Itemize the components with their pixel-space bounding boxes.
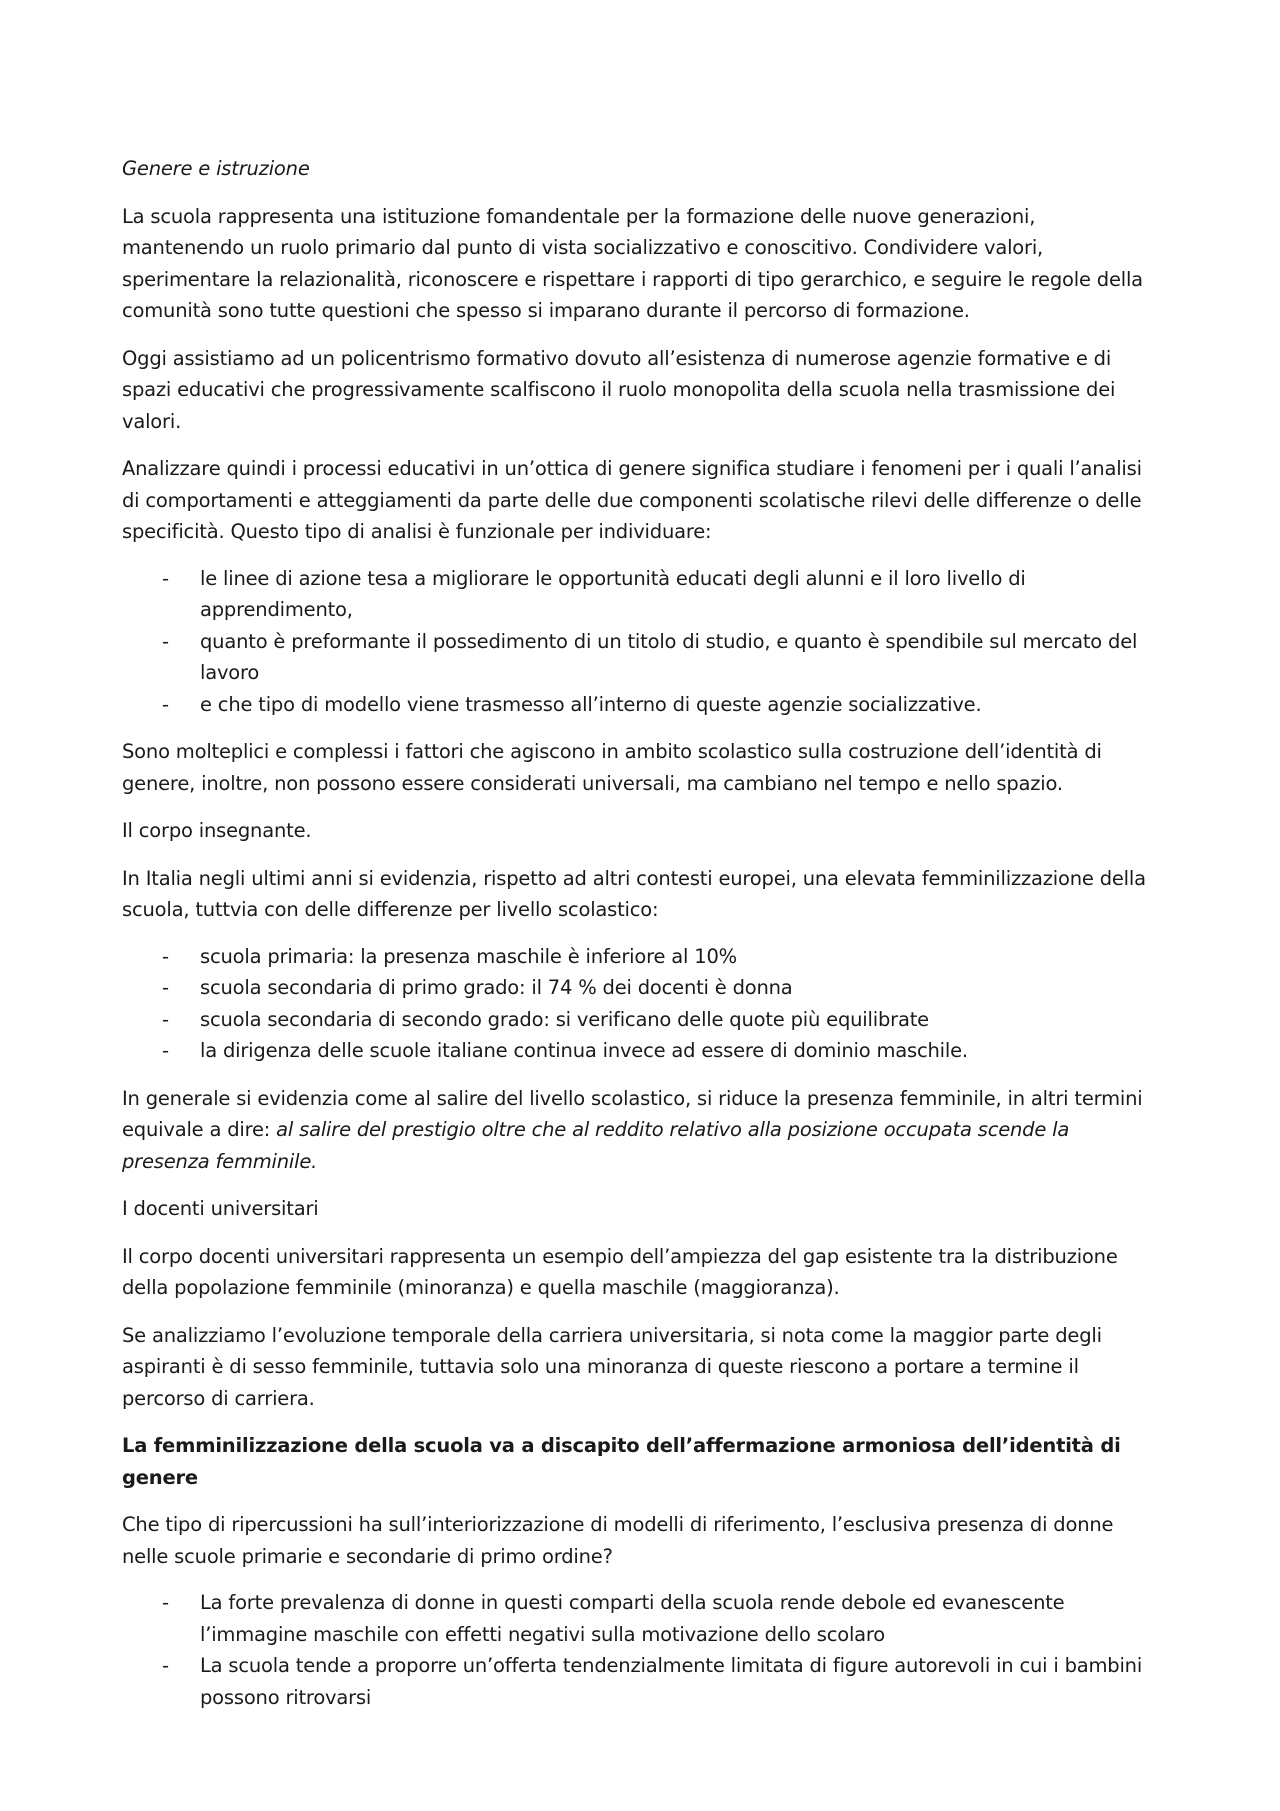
list-item: - e che tipo di modello viene trasmesso all’interno di queste agenzie socializzative. <box>122 689 1162 721</box>
paragraph-generale-text: In generale si evidenzia come al salire del livello scolastico, si riduce la presenza femminile, in altri termini equivale a dire: <box>122 1086 1143 1141</box>
list-item: - le linee di azione tesa a migliorare le opportunità educati degli alunni e il loro livello di apprendimento, <box>122 563 1162 626</box>
paragraph-intro: La scuola rappresenta una istituzione fomandentale per la formazione delle nuove generazioni, mantenendo un ruolo primario dal punto di vista socializzativo e conoscitivo. Condividere valori, sperimentare la relazionalità, riconoscere e rispettare i rapporti di tipo gerarchico, e seguire le regole della comunità sono tutte questioni che spesso si imparano durante il percorso di formazione. <box>122 204 1143 322</box>
list-item: - scuola primaria: la presenza maschile è inferiore al 10% <box>122 941 1162 973</box>
paragraph-ripercussioni: Che tipo di ripercussioni ha sull’interiorizzazione di modelli di riferimento, l’esclusiva presenza di donne nelle scuole primarie e secondarie di primo ordine? <box>122 1513 1114 1568</box>
list-item: - quanto è preformante il possedimento di un titolo di studio, e quanto è spendibile sul mercato del lavoro <box>122 626 1162 689</box>
list-item: - scuola secondaria di secondo grado: si verificano delle quote più equilibrate <box>122 1004 1162 1036</box>
heading-femminilizzazione: La femminilizzazione della scuola va a discapito dell’affermazione armoniosa dell’identità di genere <box>122 1434 1121 1489</box>
heading-docenti-universitari: I docenti universitari <box>122 1197 319 1220</box>
list-item: - la dirigenza delle scuole italiane continua invece ad essere di dominio maschile. <box>122 1035 1162 1067</box>
list-effetti <box>122 1587 1162 1713</box>
document-title: Genere e istruzione <box>122 157 310 180</box>
heading-corpo-insegnante: Il corpo insegnante. <box>122 819 312 842</box>
paragraph-fattori: Sono molteplici e complessi i fattori che agiscono in ambito scolastico sulla costruzione dell’identità di genere, inoltre, non possono essere considerati universali, ma cambiano nel tempo e nello spazio. <box>122 740 1102 795</box>
list-obiettivi <box>122 563 1162 721</box>
paragraph-gap: Il corpo docenti universitari rappresenta un esempio dell’ampiezza del gap esistente tra la distribuzione della popolazione femminile (minoranza) e quella maschile (maggioranza). <box>122 1244 1118 1299</box>
paragraph-policentrismo: Oggi assistiamo ad un policentrismo formativo dovuto all’esistenza di numerose agenzie formative e di spazi educativi che progressivamente scalfiscono il ruolo monopolita della scuola nella trasmissione dei valori. <box>122 346 1116 433</box>
paragraph-generale <box>122 1083 1162 1178</box>
list-item: - scuola secondaria di primo grado: il 74 % dei docenti è donna <box>122 972 1162 1004</box>
list-item: - La forte prevalenza di donne in questi comparti della scuola rende debole ed evanescente l’immagine maschile con effetti negativi sulla motivazione dello scolaro <box>122 1587 1162 1650</box>
paragraph-italia: In Italia negli ultimi anni si evidenzia, rispetto ad altri contesti europei, una elevata femminilizzazione della scuola, tuttvia con delle differenze per livello scolastico: <box>122 866 1146 921</box>
list-livelli-scolastici <box>122 941 1162 1067</box>
list-item: - La scuola tende a proporre un’offerta tendenzialmente limitata di figure autorevoli in cui i bambini possono ritrovarsi <box>122 1650 1162 1713</box>
paragraph-carriera: Se analizziamo l’evoluzione temporale della carriera universitaria, si nota come la maggior parte degli aspiranti è di sesso femminile, tuttavia solo una minoranza di queste riescono a portare a termine il percorso di carriera. <box>122 1323 1102 1410</box>
paragraph-analisi: Analizzare quindi i processi educativi in un’ottica di genere significa studiare i fenomeni per i quali l’analisi di comportamenti e atteggiamenti da parte delle due componenti scolatische rilevi delle differenze o delle specificità. Questo tipo di analisi è funzionale per individuare: <box>122 457 1142 543</box>
paragraph-generale-italic: al salire del prestigio oltre che al reddito relativo alla posizione occupata scende la presenza femminile. <box>122 1118 1070 1173</box>
